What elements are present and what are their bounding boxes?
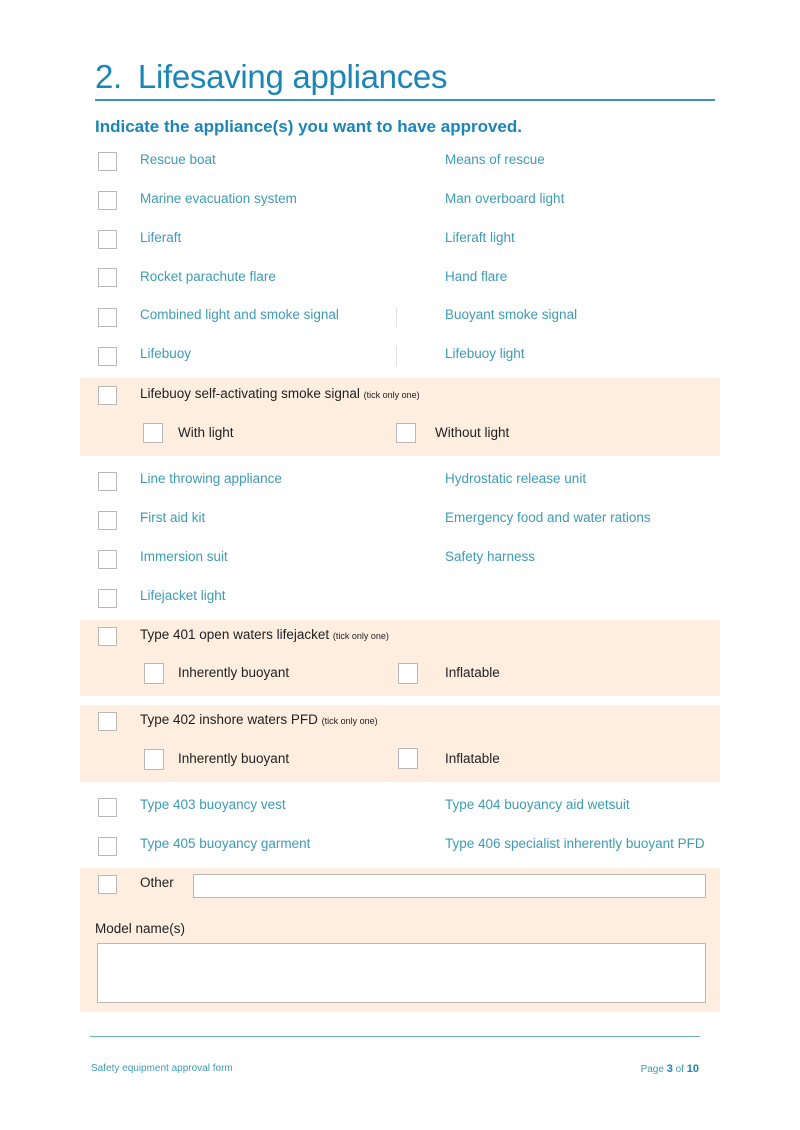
label-lifebuoy-light: Lifebuoy light [445,346,525,361]
checkbox-first-aid-kit[interactable] [98,511,117,530]
label-liferaft: Liferaft [140,230,182,245]
checkbox-rescue-boat[interactable] [98,152,117,171]
label-man-overboard-light: Man overboard light [445,191,565,206]
checkbox-type403[interactable] [98,798,117,817]
label-type401-inherently-buoyant: Inherently buoyant [178,665,290,680]
label-lifejacket-light: Lifejacket light [140,588,226,603]
footer-form-name: Safety equipment approval form [91,1063,233,1074]
checkbox-type402-inherently-buoyant[interactable] [144,749,164,770]
label-type402-inflatable: Inflatable [445,751,500,766]
column-divider [396,346,397,366]
label-buoyant-smoke-signal: Buoyant smoke signal [445,307,578,322]
label-means-of-rescue: Means of rescue [445,152,545,167]
footer-divider [90,1036,700,1037]
label-emergency-rations: Emergency food and water rations [445,510,651,525]
label-rocket-parachute-flare: Rocket parachute flare [140,269,276,284]
label-type403: Type 403 buoyancy vest [140,797,286,812]
label-hand-flare: Hand flare [445,269,508,284]
label-type406: Type 406 specialist inherently buoyant PFD [445,836,705,851]
checkbox-type401-inherently-buoyant[interactable] [144,663,164,684]
checkbox-type405[interactable] [98,837,117,856]
checkbox-rocket-parachute-flare[interactable] [98,268,117,287]
checkbox-other[interactable] [98,875,117,894]
label-safety-harness: Safety harness [445,549,536,564]
checkbox-line-throwing-appliance[interactable] [98,472,117,491]
checkbox-type402[interactable] [98,712,117,731]
label-combined-light-smoke: Combined light and smoke signal [140,307,339,322]
label-other: Other [140,875,174,890]
label-lifebuoy-smoke-signal: Lifebuoy self-activating smoke signal (tick only one) [140,386,420,401]
checkbox-type401[interactable] [98,627,117,646]
label-type401: Type 401 open waters lifejacket (tick only one) [140,627,389,642]
column-divider [396,307,397,327]
instruction-heading: Indicate the appliance(s) you want to have approved. [95,117,522,136]
model-names-field[interactable] [97,943,706,1003]
label-immersion-suit: Immersion suit [140,549,228,564]
checkbox-immersion-suit[interactable] [98,550,117,569]
label-type404: Type 404 buoyancy aid wetsuit [445,797,630,812]
label-rescue-boat: Rescue boat [140,152,216,167]
label-lifebuoy: Lifebuoy [140,346,192,361]
label-type402-inherently-buoyant: Inherently buoyant [178,751,290,766]
label-type401-inflatable: Inflatable [445,665,500,680]
other-text-field[interactable] [193,874,706,898]
label-type402: Type 402 inshore waters PFD (tick only one) [140,712,378,727]
label-liferaft-light: Liferaft light [445,230,515,245]
label-line-throwing-appliance: Line throwing appliance [140,471,282,486]
label-model-names: Model name(s) [95,921,186,936]
checkbox-lifebuoy[interactable] [98,347,117,366]
checkbox-type402-inflatable[interactable] [398,748,418,769]
checkbox-lifebuoy-smoke-signal[interactable] [98,386,117,405]
label-hydrostatic-release-unit: Hydrostatic release unit [445,471,587,486]
label-with-light: With light [178,425,234,440]
section-title: 2. Lifesaving appliances [95,58,448,95]
checkbox-lifejacket-light[interactable] [98,589,117,608]
checkbox-with-light[interactable] [143,423,163,443]
checkbox-marine-evacuation-system[interactable] [98,191,117,210]
checkbox-combined-light-smoke[interactable] [98,308,117,327]
checkbox-without-light[interactable] [396,423,416,443]
label-first-aid-kit: First aid kit [140,510,206,525]
page-number: Page 3 of 10 [640,1063,699,1075]
title-divider [95,99,715,101]
label-marine-evacuation-system: Marine evacuation system [140,191,297,206]
label-without-light: Without light [435,425,510,440]
checkbox-type401-inflatable[interactable] [398,663,418,684]
checkbox-liferaft[interactable] [98,230,117,249]
label-type405: Type 405 buoyancy garment [140,836,311,851]
